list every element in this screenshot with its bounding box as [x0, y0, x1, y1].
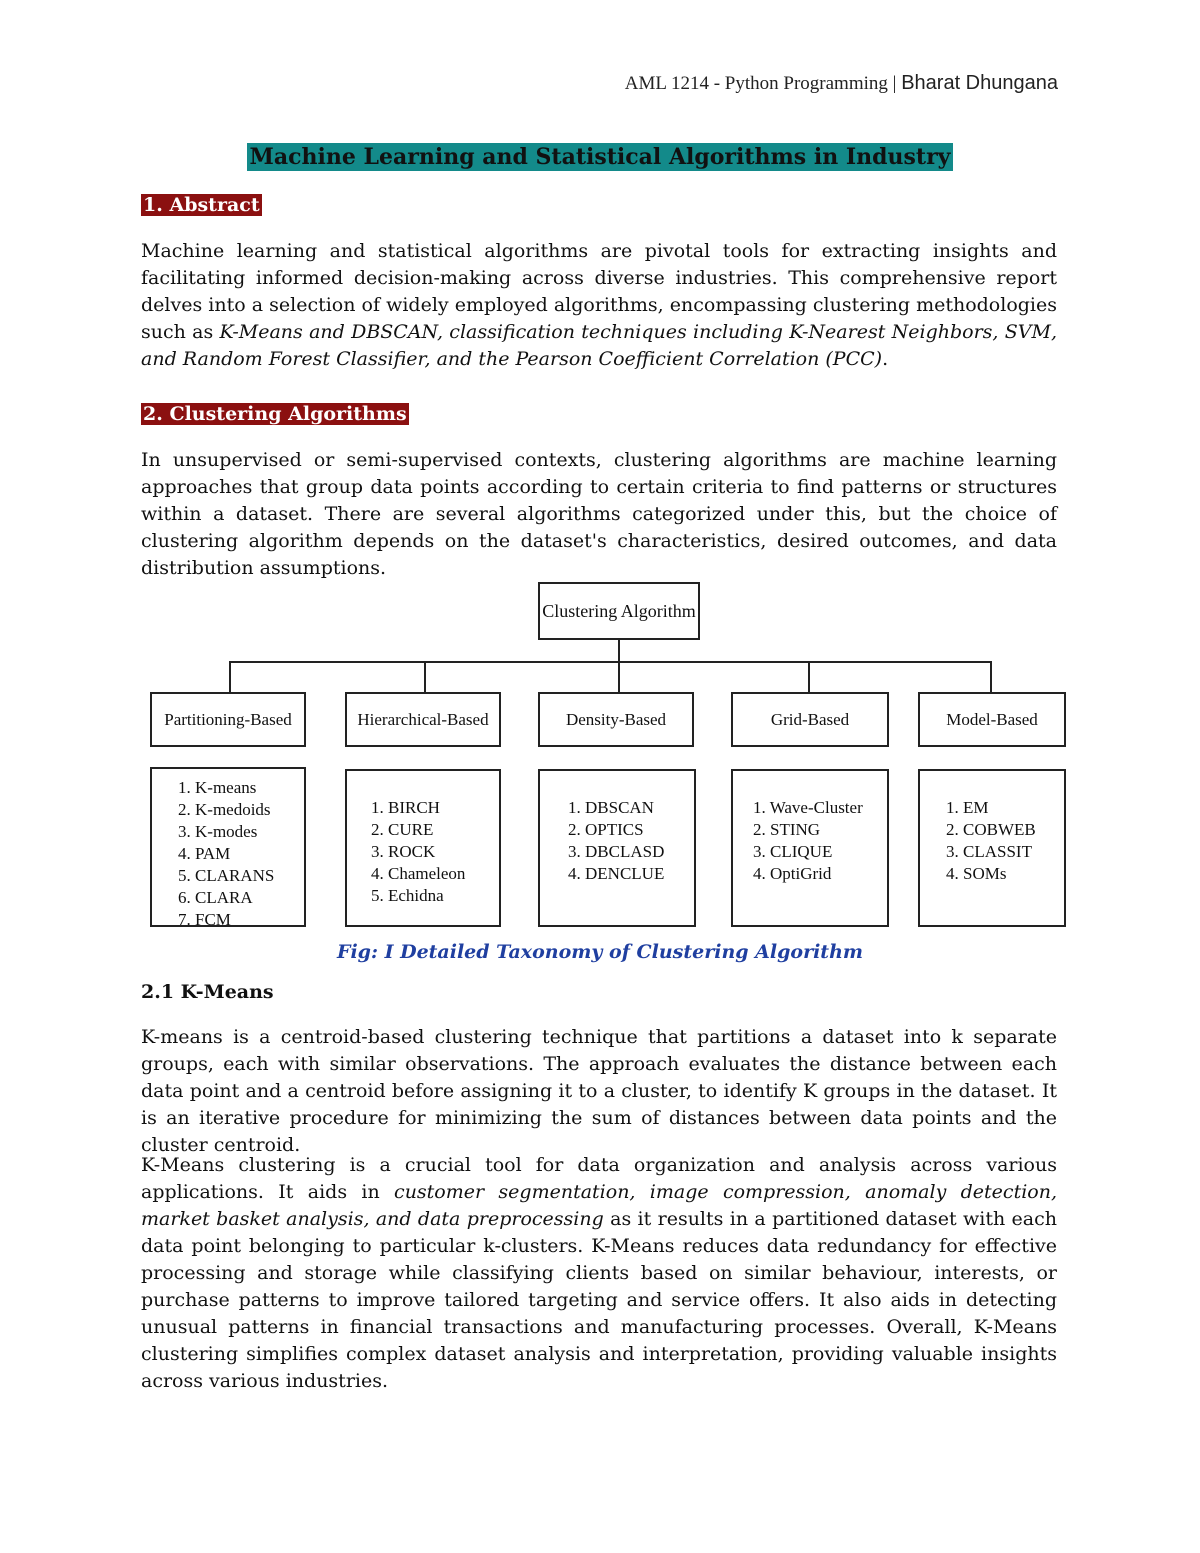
list-item: 4. PAM	[178, 844, 231, 863]
abstract-paragraph	[141, 238, 1057, 373]
connector-model	[990, 661, 992, 692]
list-item: 4. DENCLUE	[568, 864, 665, 883]
list-item: 7. FCM	[178, 910, 231, 929]
kmeans-heading: 2.1 K-Means	[141, 981, 274, 1003]
list-item: 2. CURE	[371, 820, 434, 839]
list-item: 4. Chameleon	[371, 864, 466, 883]
connector-root	[618, 640, 620, 662]
abstract-heading-text: 1. Abstract	[143, 194, 260, 216]
category-density-label: Density-Based	[565, 709, 667, 729]
clustering-paragraph: In unsupervised or semi-supervised contexts, clustering algorithms are machine learning approaches that group data points according to certain criteria to find patterns or structures within a dataset. There are several algorithms categorized under this, but the choice of clustering algorithm depends on the dataset's characteristics, desired outcomes, and data distribution assumptions.	[141, 449, 1057, 579]
list-item: 1. K-means	[178, 778, 257, 797]
partitioning-list	[178, 777, 304, 931]
list-item: 1. EM	[946, 798, 989, 817]
abstract-heading	[141, 194, 262, 216]
kmeans-paragraph-1: K-means is a centroid-based clustering technique that partitions a dataset into k separate groups, each with similar observations. The approach evaluates the distance between each data point and a centroid before assigning it to a cluster, to identify K groups in the dataset. It is an iterative procedure for minimizing the sum of distances between data points and the cluster centroid.	[141, 1026, 1057, 1156]
category-model-label: Model-Based	[946, 709, 1038, 729]
list-item: 2. COBWEB	[946, 820, 1036, 839]
list-item: 3. DBCLASD	[568, 842, 665, 861]
kmeans-para2-italic: customer segmentation, image compression, anomaly detection, market basket analysis, and data preprocessing	[141, 1181, 1057, 1230]
connector-horizontal	[229, 661, 992, 663]
list-item: 5. Echidna	[371, 886, 444, 905]
grid-list	[753, 797, 887, 885]
category-density	[538, 692, 694, 747]
connector-hierarchical	[424, 661, 426, 692]
hierarchical-list-box	[345, 769, 501, 927]
model-list	[946, 797, 1064, 885]
connector-grid	[808, 661, 810, 692]
density-list-box	[538, 769, 696, 927]
kmeans-para2-end: as it results in a partitioned dataset with each data point belonging to particular k-clusters. K-Means reduces data redundancy for effective processing and storage while classifying clients based on similar behaviour, interests, or purchase patterns to improve tailored targeting and service offers. It also aids in detecting unusual patterns in financial transactions and manufacturing processes. Overall, K-Means clustering simplifies complex dataset analysis and interpretation, providing valuable insights across various industries.	[141, 1208, 1057, 1392]
category-hierarchical-label: Hierarchical-Based	[357, 709, 489, 729]
page-header	[625, 72, 1058, 95]
clustering-heading	[141, 403, 409, 425]
list-item: 1. BIRCH	[371, 798, 440, 817]
list-item: 5. CLARANS	[178, 866, 275, 885]
list-item: 4. OptiGrid	[753, 864, 832, 883]
document-title-text: Machine Learning and Statistical Algorithms in Industry	[247, 143, 954, 171]
connector-partitioning	[229, 661, 231, 692]
connector-density	[618, 661, 620, 692]
grid-list-box	[731, 769, 889, 927]
clustering-heading-text: 2. Clustering Algorithms	[143, 403, 407, 425]
category-hierarchical	[345, 692, 501, 747]
abstract-text-end: .	[882, 348, 889, 370]
category-partitioning-label: Partitioning-Based	[164, 709, 292, 729]
header-course: AML 1214 - Python Programming |	[624, 73, 902, 94]
model-list-box	[918, 769, 1066, 927]
kmeans-para2-start: K-Means clustering is a crucial tool for data organization and analysis across various applications. It aids in	[141, 1154, 1057, 1203]
diagram-root-box	[538, 582, 700, 640]
abstract-italic-text: K-Means and DBSCAN, classification techniques including K-Nearest Neighbors, SVM, and Random Forest Classifier, and the Pearson Coefficient Correlation (PCC)	[141, 321, 1057, 370]
list-item: 1. DBSCAN	[568, 798, 654, 817]
list-item: 3. ROCK	[371, 842, 436, 861]
figure-caption: Fig: I Detailed Taxonomy of Clustering Algorithm	[336, 941, 864, 963]
category-grid-label: Grid-Based	[770, 709, 850, 729]
category-model	[918, 692, 1066, 747]
list-item: 3. CLASSIT	[946, 842, 1032, 861]
list-item: 2. K-medoids	[178, 800, 271, 819]
density-list	[568, 797, 694, 885]
list-item: 2. STING	[753, 820, 821, 839]
list-item: 2. OPTICS	[568, 820, 644, 839]
list-item: 1. Wave-Cluster	[753, 798, 863, 817]
list-item: 4. SOMs	[946, 864, 1007, 883]
hierarchical-list	[371, 797, 499, 907]
category-partitioning	[150, 692, 306, 747]
header-author: Bharat Dhungana	[901, 72, 1058, 94]
partitioning-list-box	[150, 767, 306, 927]
category-grid	[731, 692, 889, 747]
abstract-text: Machine learning and statistical algorithms are pivotal tools for extracting insights and facilitating informed decision-making across diverse industries. This comprehensive report delves into a selection of widely employed algorithms, encompassing clustering methodologies such as	[141, 240, 1057, 343]
list-item: 6. CLARA	[178, 888, 253, 907]
list-item: 3. K-modes	[178, 822, 258, 841]
list-item: 3. CLIQUE	[753, 842, 833, 861]
diagram-root-label: Clustering Algorithm	[542, 600, 696, 621]
document-title	[0, 144, 1200, 170]
kmeans-paragraph-2	[141, 1152, 1057, 1395]
